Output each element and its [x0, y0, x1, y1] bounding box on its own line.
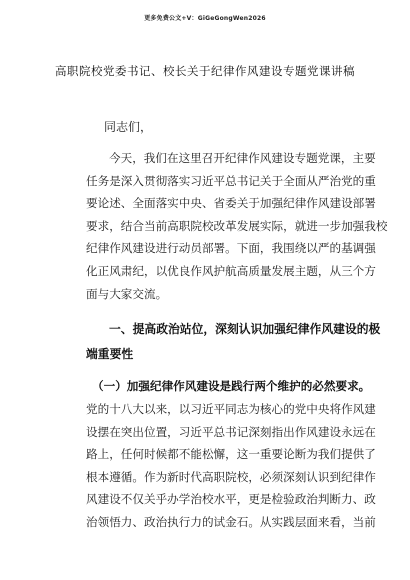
- paragraph-line: 设摆在突出位置，习近平总书记深刻指出作风建设永远在: [86, 424, 376, 439]
- header-note: 更多免费公文+V：GiGeGongWen2026: [144, 15, 266, 22]
- paragraph-line: 路上，任何时候都不能松懈，这一重要论断为我们提供了: [86, 447, 376, 462]
- paragraph-intro: [86, 147, 388, 305]
- paragraph-section-1: [86, 398, 376, 534]
- paragraph-line: 根本遵循。作为新时代高职院校，必须深刻认识到纪律作: [86, 469, 376, 484]
- subsection-heading-1: （一）加强纪律作风建设是践行两个维护的必然要求。: [92, 379, 371, 393]
- salutation: 同志们，: [104, 120, 153, 134]
- section-heading-1: [86, 317, 381, 367]
- paragraph-line: 面与大家交流。: [86, 286, 168, 301]
- heading-line: 端重要性: [86, 347, 134, 361]
- paragraph-line: 化正风肃纪，以优良作风护航高质量发展主题，从三个方: [86, 263, 376, 278]
- paragraph-line: 纪律作风建设进行动员部署。下面，我围绕以严的基调强: [86, 241, 376, 256]
- paragraph-line: 要论述、全面落实中央、省委关于加强纪律作风建设部署: [86, 196, 376, 211]
- paragraph-line: 党的十八大以来，以习近平同志为核心的党中央将作风建: [86, 402, 376, 416]
- paragraph-line: 风建设不仅关乎办学治校水平，更是检验政治判断力、政: [86, 492, 376, 507]
- paragraph-line: 要求，结合当前高职院校改革发展实际，就进一步加强我校: [86, 218, 388, 233]
- paragraph-line: 今天，我们在这里召开纪律作风建设专题党课，主要: [109, 151, 376, 165]
- paragraph-line: 治领悟力、政治执行力的试金石。从实践层面来看，当前: [86, 514, 376, 529]
- document-title: 高职院校党委书记、校长关于纪律作风建设专题党课讲稿: [55, 64, 355, 78]
- paragraph-line: 任务是深入贯彻落实习近平总书记关于全面从严治党的重: [86, 173, 376, 188]
- heading-line: 一、提高政治站位，深刻认识加强纪律作风建设的极: [109, 322, 381, 336]
